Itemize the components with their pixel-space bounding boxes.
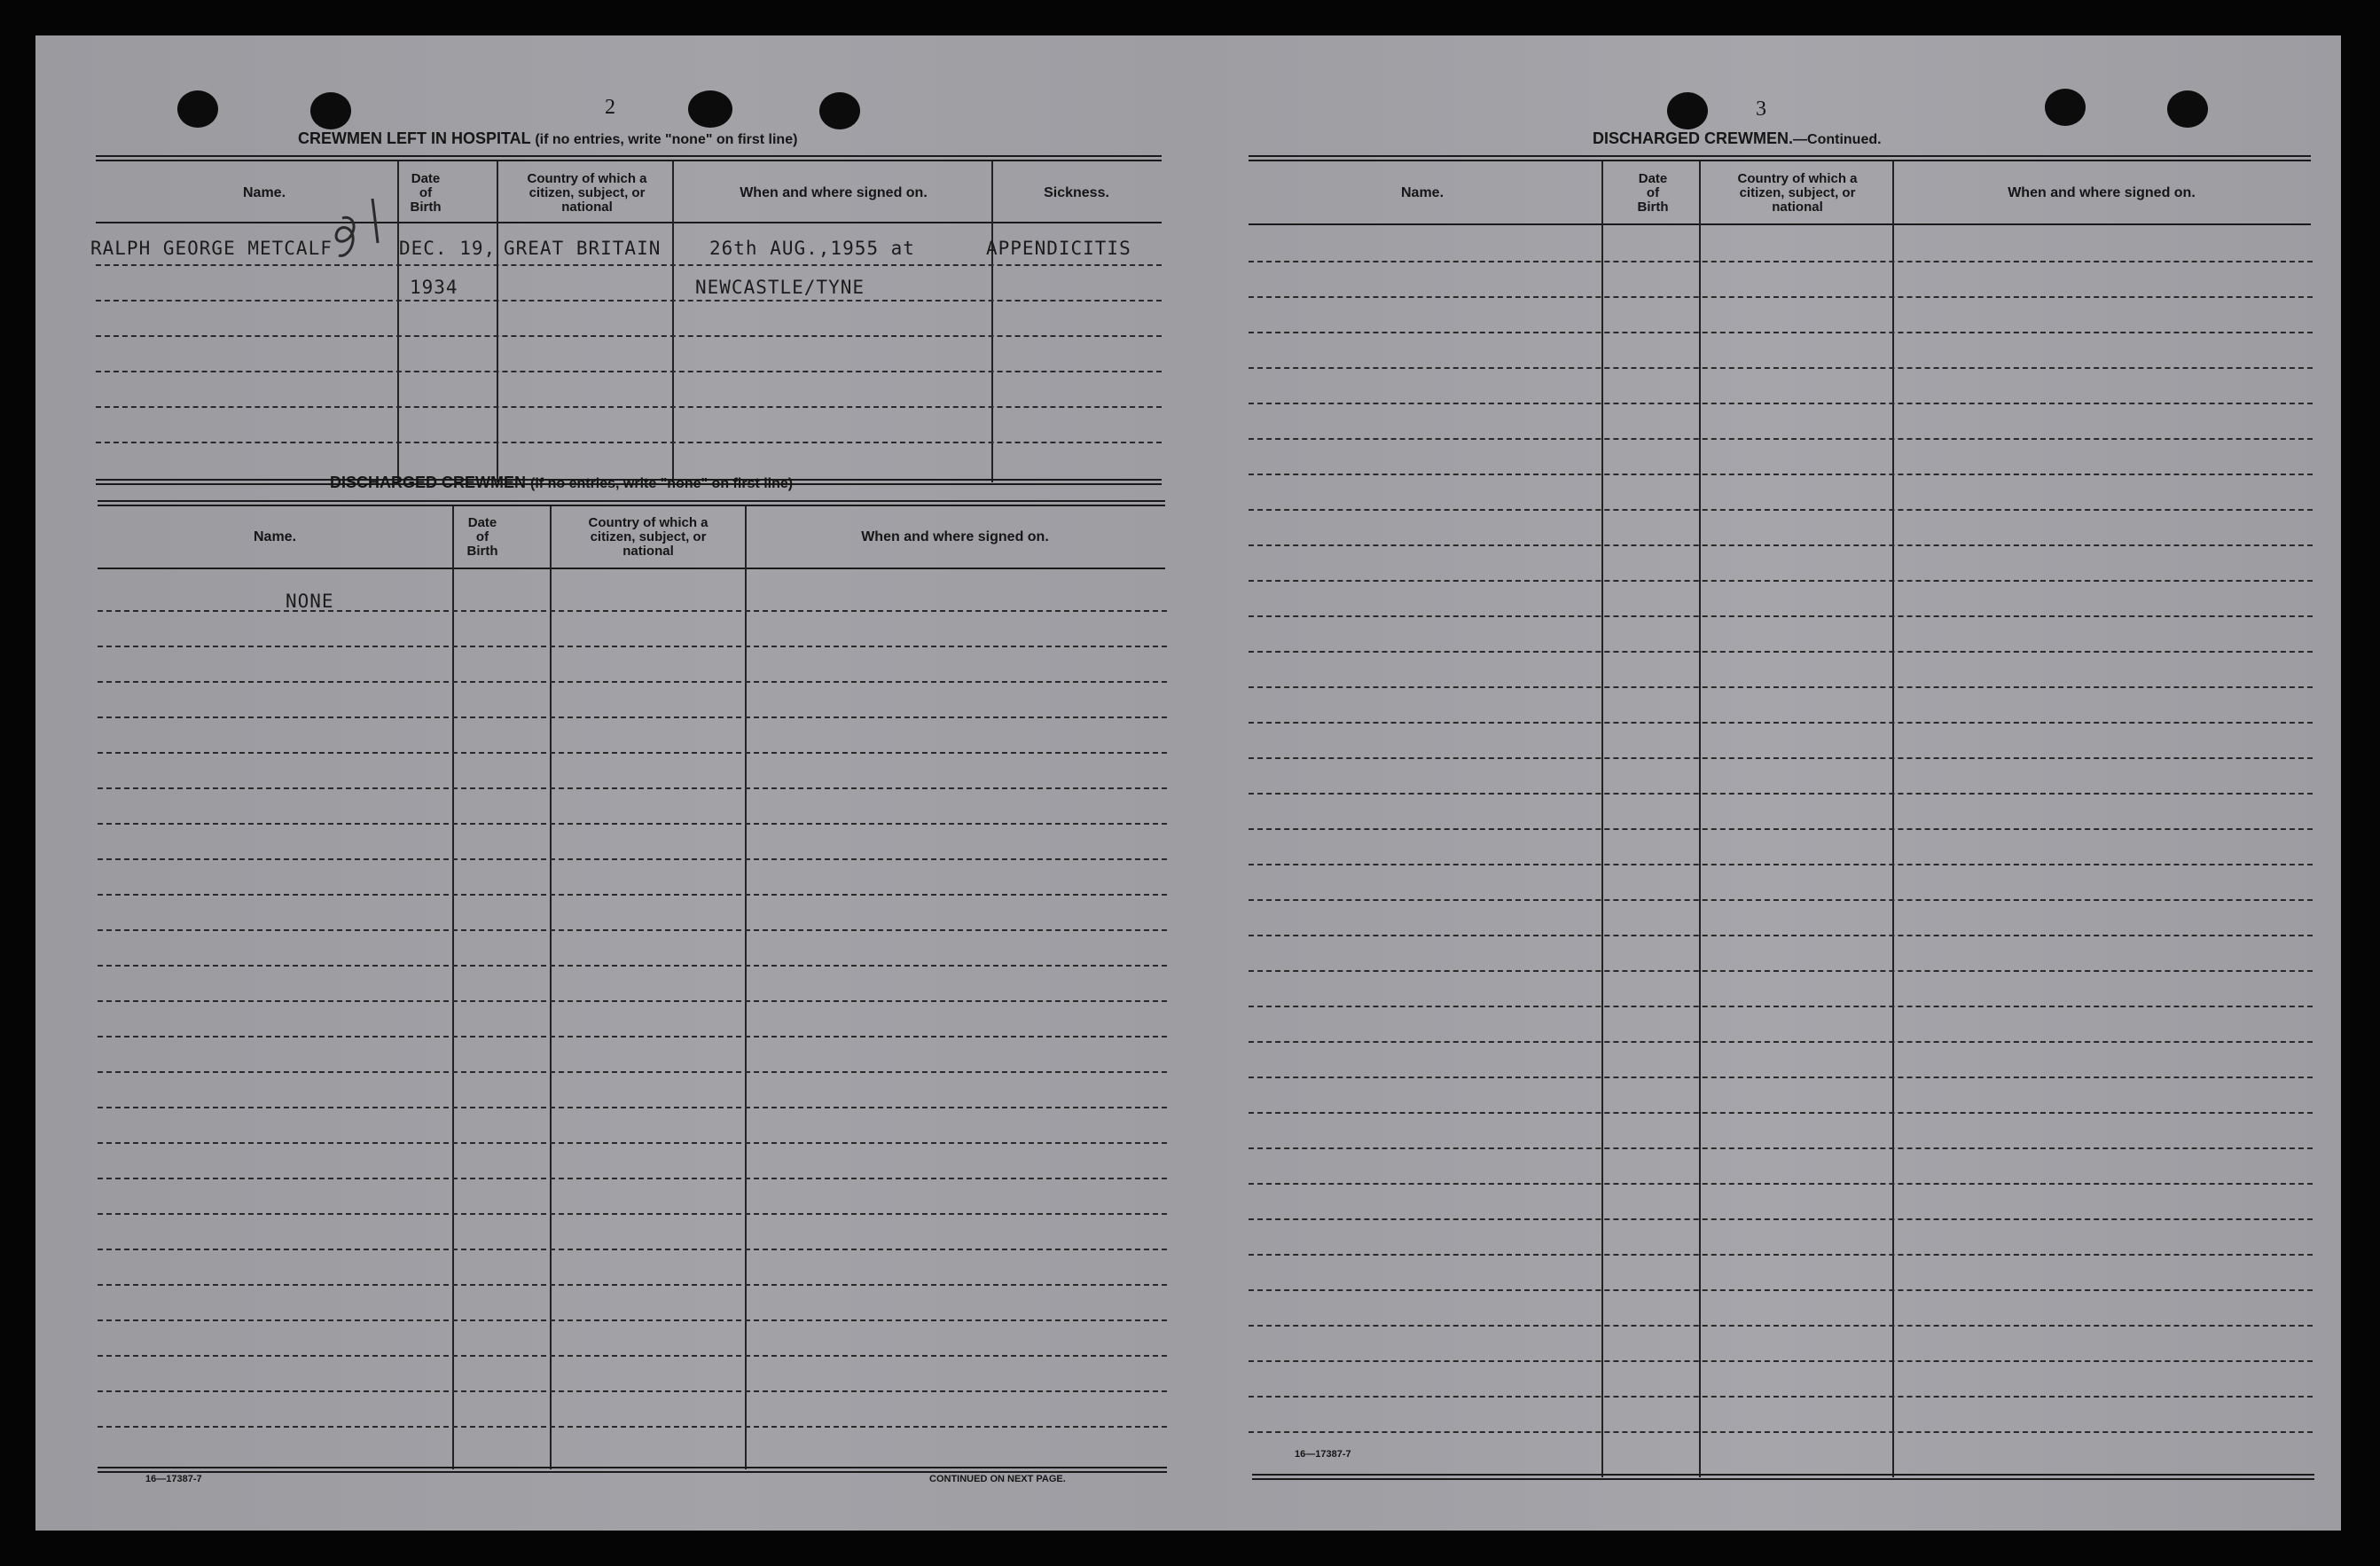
header-bottom-rule xyxy=(98,568,1165,569)
table-bottom-rule xyxy=(98,1467,1167,1468)
handwritten-mark xyxy=(326,192,397,266)
entry-line xyxy=(1249,403,2313,404)
table-top-rule xyxy=(1249,160,2311,161)
entry-line xyxy=(98,1107,1167,1108)
column-divider xyxy=(1699,161,1701,1477)
col-header-signed-on: When and where signed on. xyxy=(861,529,1049,544)
hospital-entry-name: RALPH GEORGE METCALF xyxy=(90,238,333,259)
entry-line xyxy=(1249,899,2313,901)
hospital-entry-sickness: APPENDICITIS xyxy=(986,238,1131,259)
entry-line xyxy=(98,646,1167,647)
entry-line xyxy=(1249,438,2313,440)
entry-line xyxy=(1249,615,2313,617)
entry-line xyxy=(98,787,1167,789)
hospital-entry-country: GREAT BRITAIN xyxy=(504,238,662,259)
entry-line xyxy=(1249,722,2313,724)
entry-line xyxy=(1249,509,2313,511)
discharged-entry-name: NONE xyxy=(286,591,334,612)
entry-line xyxy=(96,335,1162,337)
entry-line xyxy=(1249,1077,2313,1078)
page-number: 3 xyxy=(1756,98,1766,121)
entry-line xyxy=(1249,1289,2313,1291)
punch-hole xyxy=(1667,92,1708,129)
entry-line xyxy=(1249,1254,2313,1256)
entry-line xyxy=(1249,474,2313,475)
column-divider xyxy=(745,506,747,1469)
entry-line xyxy=(98,1249,1167,1250)
column-divider xyxy=(991,161,993,482)
entry-line xyxy=(98,858,1167,860)
entry-line xyxy=(1249,828,2313,830)
entry-line xyxy=(98,965,1167,967)
entry-line xyxy=(1249,261,2313,262)
entry-line xyxy=(1249,367,2313,369)
table-bottom-rule xyxy=(1252,1474,2314,1476)
document-sheet xyxy=(35,35,2341,1531)
right-title-main: DISCHARGED CREWMEN. xyxy=(1593,129,1794,147)
col-header-signed-on: When and where signed on. xyxy=(2008,184,2196,200)
punch-hole xyxy=(688,90,732,128)
entry-line xyxy=(1249,1041,2313,1043)
punch-hole xyxy=(2045,89,2086,126)
punch-hole xyxy=(310,92,351,129)
continued-note: CONTINUED ON NEXT PAGE. xyxy=(929,1474,1066,1484)
entry-line xyxy=(1249,1396,2313,1398)
entry-line xyxy=(1249,1006,2313,1007)
entry-line xyxy=(1249,757,2313,759)
entry-line xyxy=(1249,1325,2313,1327)
column-divider xyxy=(1601,161,1603,1477)
col-header-dob: Date of Birth xyxy=(1637,171,1669,215)
column-divider xyxy=(550,506,552,1469)
entry-line xyxy=(98,1284,1167,1286)
entry-line xyxy=(1249,864,2313,865)
entry-line xyxy=(1249,686,2313,688)
punch-hole xyxy=(2167,90,2208,128)
discharged-section-title xyxy=(330,474,793,492)
col-header-country: Country of which a citizen, subject, or national xyxy=(1737,171,1858,215)
col-header-signed-on: When and where signed on. xyxy=(740,184,928,200)
entry-line xyxy=(1249,1112,2313,1114)
hospital-entry-signed-place: NEWCASTLE/TYNE xyxy=(695,277,865,298)
table-bottom-rule xyxy=(98,1471,1167,1473)
col-header-name: Name. xyxy=(1400,184,1444,200)
entry-line xyxy=(98,1390,1167,1392)
hospital-title-main: CREWMEN LEFT IN HOSPITAL xyxy=(298,129,531,147)
right-title-note: —Continued. xyxy=(1793,132,1882,147)
column-divider xyxy=(397,161,399,482)
table-bottom-rule xyxy=(1252,1478,2314,1480)
entry-line xyxy=(1249,1218,2313,1220)
entry-line xyxy=(1249,651,2313,653)
entry-line xyxy=(98,1036,1167,1037)
entry-line xyxy=(98,1355,1167,1357)
entry-line xyxy=(98,610,1167,612)
hospital-entry-signed-date: 26th AUG.,1955 at xyxy=(709,238,915,259)
header-bottom-rule xyxy=(1249,223,2311,225)
entry-line xyxy=(1249,935,2313,936)
page-number: 2 xyxy=(605,96,615,119)
entry-line xyxy=(96,371,1162,372)
column-divider xyxy=(1892,161,1894,1477)
entry-line xyxy=(98,716,1167,718)
entry-line xyxy=(1249,1360,2313,1362)
discharged-title-note: (if no entries, write "none" on first line) xyxy=(530,476,794,491)
form-number: 16—17387-7 xyxy=(145,1474,202,1484)
table-top-rule xyxy=(1249,155,2311,157)
col-header-name: Name. xyxy=(253,529,297,544)
column-divider xyxy=(452,506,454,1469)
entry-line xyxy=(1249,332,2313,333)
hospital-entry-dob-year: 1934 xyxy=(410,277,458,298)
col-header-country: Country of which a citizen, subject, or national xyxy=(527,171,647,215)
entry-line xyxy=(98,1142,1167,1144)
entry-line xyxy=(98,823,1167,825)
right-section-title xyxy=(1593,129,1882,148)
col-header-dob: Date of Birth xyxy=(466,515,498,559)
entry-line xyxy=(98,1000,1167,1002)
table-top-rule xyxy=(96,160,1162,161)
col-header-dob: Date of Birth xyxy=(410,171,442,215)
entry-line xyxy=(98,1178,1167,1179)
column-divider xyxy=(497,161,498,482)
entry-line xyxy=(96,442,1162,443)
header-bottom-rule xyxy=(96,222,1162,223)
entry-line xyxy=(96,300,1162,301)
punch-hole xyxy=(177,90,218,128)
entry-line xyxy=(1249,296,2313,298)
table-top-rule xyxy=(96,155,1162,157)
hospital-title-note: (if no entries, write "none" on first line) xyxy=(535,132,798,147)
entry-line xyxy=(1249,1147,2313,1149)
entry-line xyxy=(98,752,1167,754)
punch-hole xyxy=(819,92,860,129)
entry-line xyxy=(1249,970,2313,972)
hospital-section-title xyxy=(298,129,797,148)
discharged-title-main: DISCHARGED CREWMEN xyxy=(330,474,527,491)
table-top-rule xyxy=(98,500,1165,502)
entry-line xyxy=(1249,580,2313,582)
entry-line xyxy=(98,894,1167,896)
entry-line xyxy=(98,1319,1167,1321)
entry-line xyxy=(1249,793,2313,795)
column-divider xyxy=(672,161,674,482)
col-header-name: Name. xyxy=(242,184,286,200)
col-header-sickness: Sickness. xyxy=(1044,184,1109,200)
entry-line xyxy=(98,929,1167,931)
hospital-entry-dob: DEC. 19, xyxy=(399,238,497,259)
entry-line xyxy=(98,1426,1167,1428)
entry-line xyxy=(98,1071,1167,1073)
entry-line xyxy=(96,264,1162,266)
entry-line xyxy=(1249,1183,2313,1185)
entry-line xyxy=(98,681,1167,683)
entry-line xyxy=(96,406,1162,408)
col-header-country: Country of which a citizen, subject, or national xyxy=(588,515,709,559)
entry-line xyxy=(1249,544,2313,546)
form-number: 16—17387-7 xyxy=(1295,1449,1351,1460)
entry-line xyxy=(1249,1431,2313,1433)
table-top-rule xyxy=(98,505,1165,506)
entry-line xyxy=(98,1213,1167,1215)
